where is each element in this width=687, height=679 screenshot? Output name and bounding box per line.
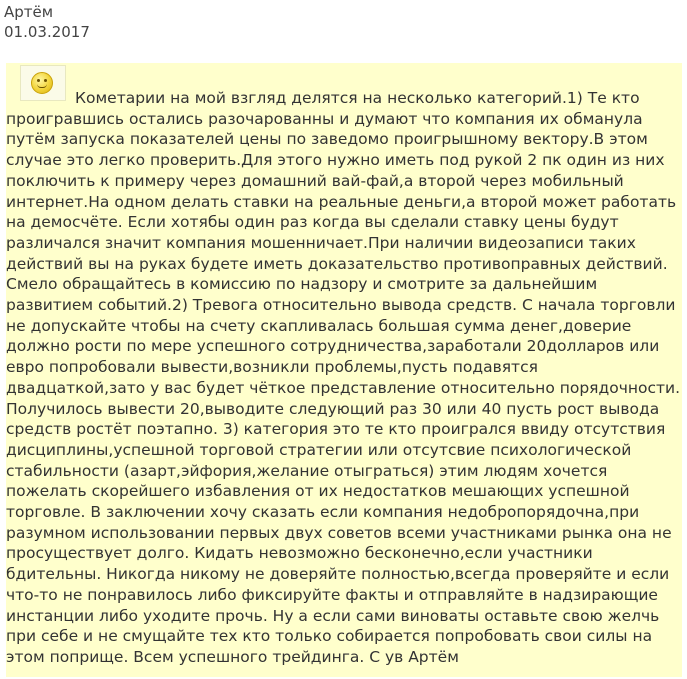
comment-text-line: при себе и не смущайте тех кто только собирается попробовать свои силы на bbox=[6, 627, 653, 646]
comment-text-line: разумном использовании первых двух советов всеми участниками рынка она не bbox=[6, 523, 672, 542]
comment-text-line: путём запуска показателей цены по заведомо проигрышному вектору.В этом bbox=[6, 130, 648, 149]
comment-text-line: интернет.На одном делать ставки на реальные деньги,а второй может работать bbox=[6, 192, 677, 211]
comment-text-line: дисциплины,успешной торговой стратегии или отсутсвие психологической bbox=[6, 440, 632, 459]
comment-text-line: не допускайте чтобы на счету скапливалась большая сумма денег,доверие bbox=[6, 316, 632, 335]
comment-text-line: развитием событий.2) Тревога относительно вывода средств. С начала торговли bbox=[6, 296, 676, 315]
comment-text-line: бдительны. Никогда никому не доверяйте полностью,всегда проверяйте и если bbox=[6, 565, 670, 584]
comment-text bbox=[6, 88, 682, 668]
comment-text-line: проигравшись остались разочарованны и думают что компания их обманула bbox=[6, 109, 643, 128]
comment-text-line: торговле. В заключении хочу сказать если компания недобропорядочна,при bbox=[6, 503, 640, 522]
comment-text-line: двадцаткой,зато у вас будет чёткое представление относительно порядочности. bbox=[6, 378, 681, 397]
author-name: Артём bbox=[4, 3, 54, 21]
comment-text-line: Кометарии на мой взгляд делятся на несколько категорий.1) Те кто bbox=[6, 89, 640, 107]
comment-meta bbox=[4, 2, 90, 42]
comment-text-line: этом поприще. Всем успешного трейдинга. С ув Артём bbox=[6, 647, 459, 666]
comment-date: 01.03.2017 bbox=[4, 23, 90, 41]
comment-text-line: случае это легко проверить.Для этого нужно иметь под рукой 2 пк один из них bbox=[6, 151, 665, 170]
comment-text-line: должно рости по мере успешного сотрудничества,заработали 20долларов или bbox=[6, 337, 660, 356]
comment-text-line: Получилось вывести 20,выводите следующий раз 30 или 40 пусть рост вывода bbox=[6, 399, 660, 418]
comment-text-line: пожелать скорейшего избавления от их недостатков мешающих успешной bbox=[6, 482, 630, 501]
comment-text-line: различался значит компания мошенничает.При наличии видеозаписи таких bbox=[6, 233, 636, 252]
comment-text-line: стабильности (азарт,эйфория,желание отыграться) этим людям хочется bbox=[6, 461, 608, 480]
comment-text-line: действий вы на руках будете иметь доказательство противоправных действий. bbox=[6, 254, 668, 273]
comment-text-line: поключить к примеру через домашний вай-фай,а второй через мобильный bbox=[6, 171, 624, 190]
comment-text-line: что-то не понравилось либо фиксируйте факты и отправляйте в надзирающие bbox=[6, 585, 658, 604]
comment-text-line: на демосчёте. Если хотябы один раз когда вы сделали ставку цены будут bbox=[6, 213, 619, 232]
comment-text-line: инстанции либо уходите прочь. Ну а если сами виноваты оставьте свою желчь bbox=[6, 606, 660, 625]
comment-text-line: Смело обращайтесь в комиссию по надзору и смотрите за дальнейшим bbox=[6, 275, 598, 294]
comment-body bbox=[6, 63, 682, 677]
comment-text-line: просуществует долго. Кидать невозможно бесконечно,если участники bbox=[6, 544, 593, 563]
comment-text-line: евро попробовали вывести,возникли проблемы,пусть подавятся bbox=[6, 358, 538, 377]
comment-text-line: средств ростёт поэтапно. 3) категория это те кто проигрался ввиду отсутствия bbox=[6, 420, 666, 439]
